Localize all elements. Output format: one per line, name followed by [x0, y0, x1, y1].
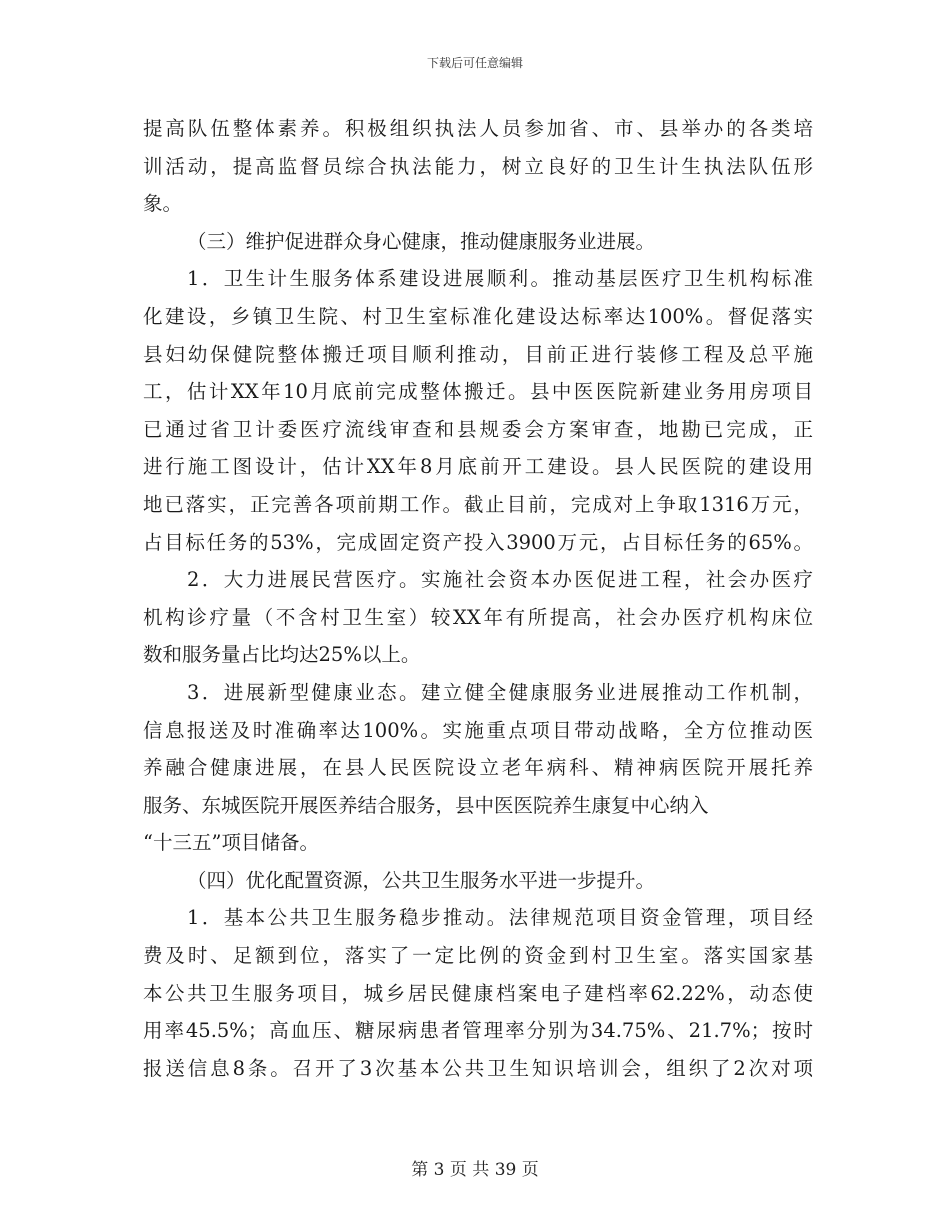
- text-line: 占目标任务的53%，完成固定资产投入3900万元，占目标任务的65%。: [143, 530, 813, 554]
- text-line: 报送信息8条。召开了3次基本公共卫生知识培训会，组织了2次对项: [143, 1056, 813, 1080]
- text-line: 化建设，乡镇卫生院、村卫生室标准化建设达标率达100%。督促落实: [143, 304, 813, 328]
- text-line: 工，估计XX年10月底前完成整体搬迁。县中医医院新建业务用房项目: [143, 380, 813, 404]
- text-line: 提高队伍整体素养。积极组织执法人员参加省、市、县举办的各类培: [143, 117, 813, 140]
- text-line: 3．进展新型健康业态。建立健全健康服务业进展推动工作机制，: [187, 680, 813, 704]
- page-footer: 第 3 页 共 39 页: [411, 1160, 539, 1180]
- text-line: （三）维护促进群众身心健康，推动健康服务业进展。: [187, 229, 656, 253]
- text-line: 机构诊疗量（不含村卫生室）较XX年有所提高，社会办医疗机构床位: [143, 605, 813, 629]
- text-line: 地已落实，正完善各项前期工作。截止目前，完成对上争取1316万元，: [143, 492, 813, 516]
- text-line: （四）优化配置资源，公共卫生服务水平进一步提升。: [187, 868, 656, 892]
- text-line: 县妇幼保健院整体搬迁项目顺利推动，目前正进行装修工程及总平施: [143, 342, 813, 366]
- text-line: 养融合健康进展，在县人民医院设立老年病科、精神病医院开展托养: [143, 756, 813, 780]
- page-header: 下载后可任意编辑: [426, 56, 523, 70]
- text-line: 已通过省卫计委医疗流线审查和县规委会方案审查，地勘已完成，正: [143, 417, 813, 441]
- text-line: 2．大力进展民营医疗。实施社会资本办医促进工程，社会办医疗: [187, 568, 813, 592]
- text-line: 用率45.5%；高血压、糖尿病患者管理率分别为34.75%、21.7%；按时: [143, 1019, 813, 1043]
- document-body: [143, 110, 813, 1087]
- text-line: 1．基本公共卫生服务稳步推动。法律规范项目资金管理，项目经: [187, 906, 813, 930]
- text-line: 进行施工图设计，估计XX年8月底前开工建设。县人民医院的建设用: [143, 455, 813, 479]
- text-line: 信息报送及时准确率达100%。实施重点项目带动战略，全方位推动医: [143, 718, 813, 742]
- text-line: 训活动，提高监督员综合执法能力，树立良好的卫生计生执法队伍形: [143, 154, 813, 178]
- text-line: 象。: [143, 192, 183, 216]
- text-line: 1．卫生计生服务体系建设进展顺利。推动基层医疗卫生机构标准: [187, 267, 813, 291]
- text-line: 数和服务量占比均达25%以上。: [143, 643, 421, 667]
- text-line: 费及时、足额到位，落实了一定比例的资金到村卫生室。落实国家基: [143, 944, 813, 968]
- text-line: “十三五”项目储备。: [143, 831, 319, 855]
- text-line: 本公共卫生服务项目，城乡居民健康档案电子建档率62.22%，动态使: [143, 981, 813, 1005]
- text-line: 服务、东城医院开展医养结合服务，县中医医院养生康复中心纳入: [143, 793, 709, 817]
